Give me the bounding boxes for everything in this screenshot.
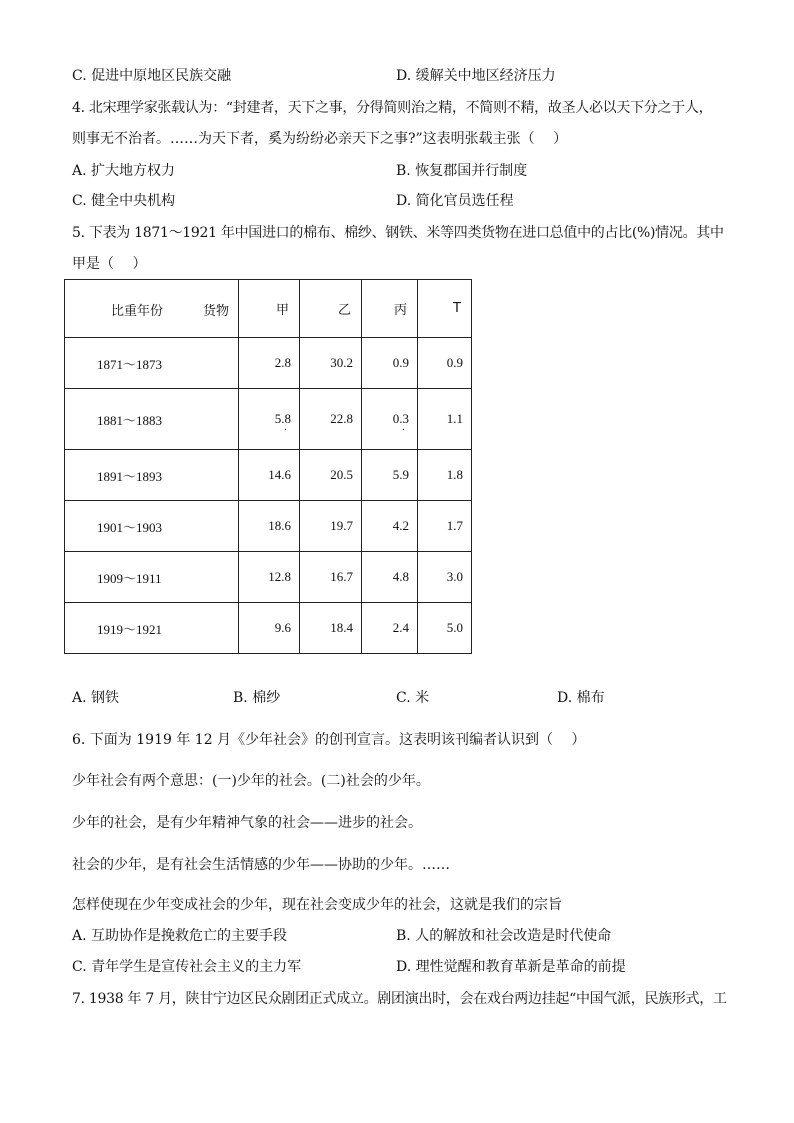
cell-ding: 1.8 (418, 450, 472, 501)
column-header-ding: T (418, 280, 472, 338)
cell-ding: 5.0 (418, 603, 472, 654)
cell-ding: 1.7 (418, 501, 472, 552)
q3-option-c: C. 促进中原地区民族交融 (72, 68, 232, 84)
q6-quote-4: 怎样使现在少年变成社会的少年，现在社会变成少年的社会，这就是我们的宗旨 (72, 897, 562, 913)
q3-option-d: D. 缓解关中地区经济压力 (396, 68, 556, 84)
corner-label-left: 比重年份 (111, 304, 164, 319)
cell-jia: 2.8 (239, 338, 300, 389)
row-period: 1871～1873 (65, 338, 239, 389)
q4-option-d: D. 简化官员选任程 (396, 193, 514, 209)
row-period: 1891～1893 (65, 450, 239, 501)
column-header-bing: 丙 (362, 280, 418, 338)
cell-yi: 20.5 (300, 450, 362, 501)
cell-bing: 5.9 (362, 450, 418, 501)
cell-jia: 9.6 (239, 603, 300, 654)
cell-bing: 2.4 (362, 603, 418, 654)
cell-ding: 0.9 (418, 338, 472, 389)
q6-option-d: D. 理性觉醒和教育革新是革命的前提 (396, 959, 626, 975)
cell-bing (362, 389, 418, 450)
corner-label-right: 货物 (203, 304, 230, 319)
column-header-yi: 乙 (300, 280, 362, 338)
q6-stem: 6. 下面为 1919 年 12 月《少年社会》的创刊宣言。这表明该刊编者认识到（ ） (72, 732, 586, 748)
q6-quote-1: 少年社会有两个意思：(一)少年的社会。(二)社会的少年。 (72, 773, 430, 789)
cell-bing-value: 0.3 (392, 411, 409, 426)
decimal-dot-mark: · (401, 425, 406, 436)
q6-quote-3: 社会的少年，是有社会生活情感的少年——协助的少年。…… (72, 857, 450, 873)
cell-yi: 16.7 (300, 552, 362, 603)
q6-option-c: C. 青年学生是宣传社会主义的主力军 (72, 959, 302, 975)
cell-bing: 4.2 (362, 501, 418, 552)
cell-jia-value: 5.8 (274, 411, 291, 426)
q5-stem-line2: 甲是（ ） (72, 256, 147, 272)
cell-yi: 19.7 (300, 501, 362, 552)
import-share-table (64, 279, 472, 654)
table-row (65, 501, 472, 552)
table-header-row (65, 280, 472, 338)
row-period: 1881～1883 (65, 389, 239, 450)
cell-jia (239, 389, 300, 450)
cell-yi: 22.8 (300, 389, 362, 450)
q4-stem-line1: 4. 北宋理学家张载认为：“封建者，天下之事，分得简则治之精，不简则不精，故圣人必以天下分之于人， (72, 100, 713, 116)
cell-bing: 4.8 (362, 552, 418, 603)
table-corner-cell (65, 280, 239, 338)
row-period: 1909～1911 (65, 552, 239, 603)
row-period: 1901～1903 (65, 501, 239, 552)
q6-option-a: A. 互助协作是挽救危亡的主要手段 (72, 928, 288, 944)
q4-option-a: A. 扩大地方权力 (72, 163, 176, 179)
table-row (65, 603, 472, 654)
q5-option-a: A. 钢铁 (72, 690, 120, 706)
table-row (65, 450, 472, 501)
cell-ding: 3.0 (418, 552, 472, 603)
decimal-dot-mark: · (283, 425, 288, 436)
q4-option-c: C. 健全中央机构 (72, 193, 176, 209)
cell-jia: 12.8 (239, 552, 300, 603)
q5-option-d: D. 棉布 (557, 690, 605, 706)
q6-quote-2: 少年的社会，是有少年精神气象的社会——进步的社会。 (72, 815, 422, 831)
column-header-jia: 甲 (239, 280, 300, 338)
q4-option-b: B. 恢复郡国并行制度 (396, 163, 528, 179)
q5-stem-line1: 5. 下表为 1871～1921 年中国进口的棉布、棉纱、钢铁、米等四类货物在进口总值中的占比(%)情况。其中 (72, 225, 724, 241)
cell-yi: 30.2 (300, 338, 362, 389)
table-row (65, 552, 472, 603)
q4-stem-line2: 则事无不治者。……为天下者，奚为纷纷必亲天下之事?”这表明张载主张（ ） (72, 131, 568, 147)
row-period: 1919～1921 (65, 603, 239, 654)
cell-yi: 18.4 (300, 603, 362, 654)
cell-ding: 1.1 (418, 389, 472, 450)
cell-jia: 14.6 (239, 450, 300, 501)
table-row (65, 338, 472, 389)
q5-option-b: B. 棉纱 (233, 690, 281, 706)
cell-jia: 18.6 (239, 501, 300, 552)
cell-bing: 0.9 (362, 338, 418, 389)
q6-option-b: B. 人的解放和社会改造是时代使命 (396, 928, 612, 944)
table-row (65, 389, 472, 450)
q7-stem-line1: 7. 1938 年 7 月，陕甘宁边区民众剧团正式成立。剧团演出时，会在戏台两边挂起“中国气派，民族形式，工 (72, 991, 727, 1007)
q5-option-c: C. 米 (396, 690, 430, 706)
